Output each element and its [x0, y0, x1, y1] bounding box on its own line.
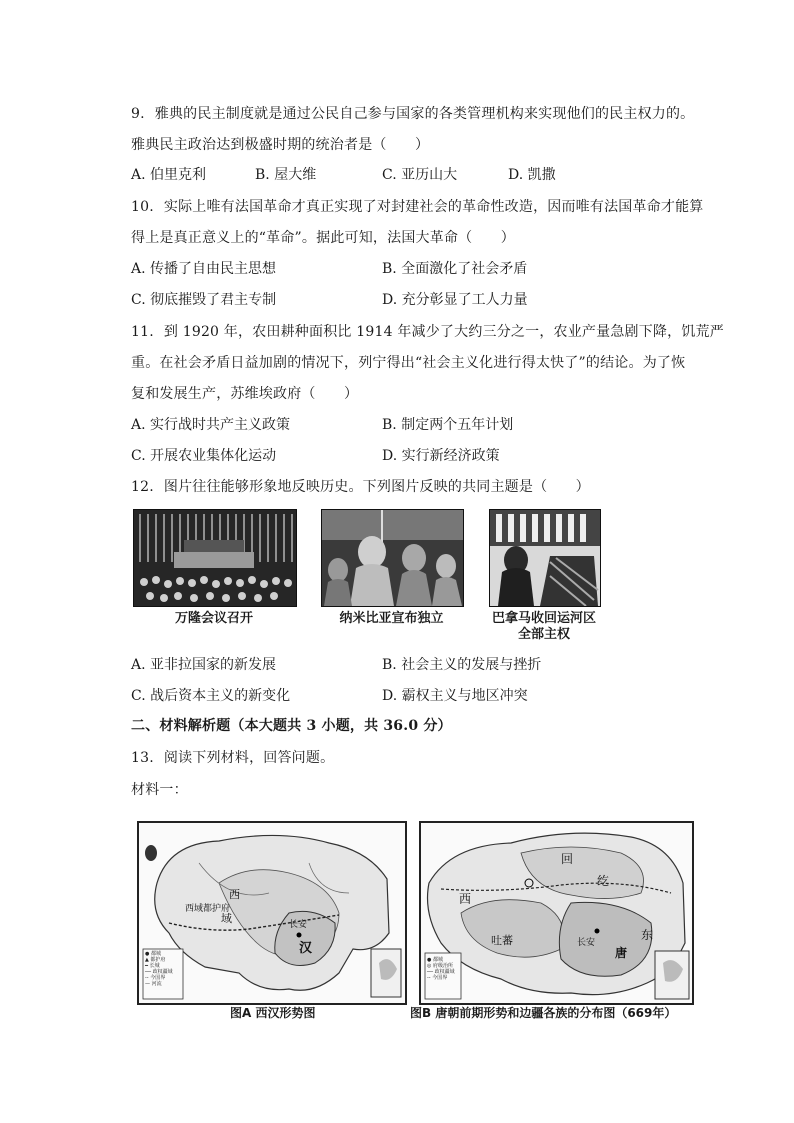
panama-caption-line2: 全部主权 [517, 627, 570, 642]
q11-stem-line1 [131, 323, 724, 341]
map-a-legend-item: — 河流 [145, 981, 162, 987]
q10-stem-line2: 得上是真正意义上的“革命”。据此可知，法国大革命（ ） [131, 230, 515, 246]
q11-stem-line3: 复和发展生产，苏维埃政府（ ） [131, 386, 359, 402]
q10-option-a[interactable]: A. 传播了自由民主思想 [131, 261, 277, 277]
q12-stem-line1 [131, 478, 590, 496]
map-b-label-he: 纥 [597, 874, 610, 888]
q11-option-b[interactable]: B. 制定两个五年计划 [382, 417, 514, 433]
q9-option-a[interactable]: A. 伯里克利 [131, 167, 207, 183]
q10-option-b[interactable]: B. 全面激化了社会矛盾 [382, 261, 528, 277]
map-b-legend-item: -- 今国界 [427, 975, 448, 981]
map-b-legend [427, 957, 455, 981]
map-a-western-han [137, 821, 407, 1005]
q10-option-c[interactable]: C. 彻底摧毁了君主专制 [131, 292, 277, 308]
namibia-independence-photo [321, 509, 464, 607]
map-a-label-yu: 域 [221, 912, 232, 925]
q11-number: 11. [131, 324, 154, 340]
map-b-caption: 图B 唐朝前期形势和边疆各族的分布图（669年） [410, 1006, 677, 1020]
q9-option-d[interactable]: D. 凯撒 [508, 167, 556, 183]
map-a-label-changan: 长安 [289, 920, 308, 930]
q11-stem-text1: 到 1920 年，农田耕种面积比 1914 年减少了大约三分之一，农业产量急剧下降，饥荒严 [163, 324, 724, 340]
map-a-legend-item: ── 政权疆域 [145, 969, 173, 975]
map-b-legend-item: ● 都城 [427, 957, 443, 963]
bandung-caption: 万隆会议召开 [174, 611, 253, 626]
namibia-caption: 纳米比亚宣布独立 [339, 611, 444, 626]
map-b-label-hui: 回 [561, 852, 574, 866]
q12-number: 12. [131, 479, 154, 495]
q13-number: 13. [131, 750, 154, 766]
q13-material1-label: 材料一： [131, 782, 188, 798]
q12-stem-text1: 图片往往能够形象地反映历史。下列图片反映的共同主题是（ ） [163, 479, 590, 495]
q9-stem-line1 [131, 105, 694, 123]
q11-stem-line2: 重。在社会矛盾日益加剧的情况下，列宁得出“社会主义化进行得太快了”的结论。为了恢 [131, 355, 686, 371]
q12-option-b[interactable]: B. 社会主义的发展与挫折 [382, 657, 542, 673]
map-b-label-tang: 唐 [615, 946, 628, 960]
q9-stem-line2: 雅典民主政治达到极盛时期的统治者是（ ） [131, 137, 430, 153]
q13-stem-text: 阅读下列材料，回答问题。 [163, 750, 335, 766]
map-a-legend-item: ● 都城 [145, 951, 161, 957]
q12-option-a[interactable]: A. 亚非拉国家的新发展 [131, 657, 277, 673]
map-a-caption: 图A 西汉形势图 [230, 1006, 316, 1020]
q13-stem [131, 749, 334, 767]
q12-option-c[interactable]: C. 战后资本主义的新变化 [131, 688, 291, 704]
map-b-legend-item: ◎ 府级治所 [427, 963, 453, 969]
map-a-legend-item: ━ 长城 [145, 963, 160, 969]
map-a-legend-item: ▲ 都护府 [145, 957, 166, 963]
map-b-label-changan: 长安 [577, 938, 596, 948]
q10-number: 10. [131, 199, 154, 215]
map-a-label-han: 汉 [299, 941, 313, 956]
q10-stem-line1 [131, 198, 703, 216]
q9-option-b[interactable]: B. 屋大维 [255, 167, 317, 183]
map-a-label-xi: 西 [229, 888, 240, 901]
map-b-label-xi: 西 [459, 892, 472, 906]
q11-option-c[interactable]: C. 开展农业集体化运动 [131, 448, 277, 464]
map-a-label-xiyu-duhu: 西域都护府 [185, 904, 231, 914]
map-a-legend [145, 951, 173, 987]
section2-heading: 二、材料解析题（本大题共 3 小题，共 36.0 分） [131, 718, 452, 734]
bandung-conference-photo [133, 509, 297, 607]
q12-option-d[interactable]: D. 霸权主义与地区冲突 [382, 688, 528, 704]
q9-number: 9. [131, 106, 145, 122]
map-b-legend-item: ── 政权疆域 [427, 969, 455, 975]
q10-option-d[interactable]: D. 充分彰显了工人力量 [382, 292, 528, 308]
q9-stem-text1: 雅典的民主制度就是通过公民自己参与国家的各类管理机构来实现他们的民主权力的。 [154, 106, 695, 122]
q10-stem-text1: 实际上唯有法国革命才真正实现了对封建社会的革命性改造，因而唯有法国革命才能算 [163, 199, 704, 215]
map-a-legend-item: -- 今国界 [145, 975, 166, 981]
map-b-tang-dynasty [419, 821, 694, 1005]
q11-option-a[interactable]: A. 实行战时共产主义政策 [131, 417, 291, 433]
map-b-label-dong: 东 [641, 928, 654, 942]
panama-caption-line1: 巴拿马收回运河区 [491, 611, 596, 626]
q11-option-d[interactable]: D. 实行新经济政策 [382, 448, 500, 464]
panama-canal-photo [489, 509, 601, 607]
map-b-label-tubo: 吐蕃 [491, 934, 513, 947]
q9-option-c[interactable]: C. 亚历山大 [382, 167, 458, 183]
